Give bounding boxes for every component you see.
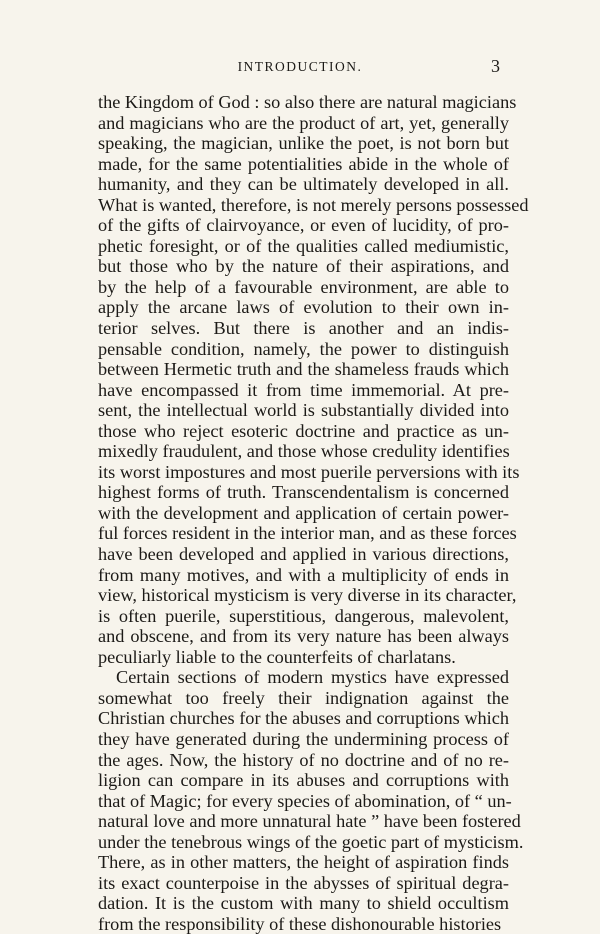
text-line: its exact counterpoise in the abysses of spiritual degra- [98,872,509,893]
text-line: pensable condition, namely, the power to distinguish [98,338,509,359]
text-line: but those who by the nature of their aspirations, and [98,256,509,277]
text-line: ligion can compare in its abuses and corruptions with [98,770,509,791]
text-line: those who reject esoteric doctrine and practice as un- [98,420,509,441]
text-line: with the development and application of certain power- [98,502,509,523]
text-line: that of Magic; for every species of abomination, of “ un- [98,790,512,811]
text-line: dation. It is the custom with many to shield occultism [98,893,509,914]
text-line: its worst impostures and most puerile perversions with its [98,461,520,482]
text-line: humanity, and they can be ultimately developed in all. [98,174,509,195]
text-line: of the gifts of clairvoyance, or even of lucidity, of pro- [98,215,509,236]
text-line: highest forms of truth. Transcendentalism is concerned [98,482,509,503]
text-line: There, as in other matters, the height of aspiration finds [98,852,509,873]
text-line: from many motives, and with a multiplicity of ends in [98,564,509,585]
text-line: from the responsibility of these dishonourable histories [98,913,502,934]
text-line: phetic foresight, or of the qualities called mediumistic, [98,235,509,256]
text-line: apply the arcane laws of evolution to their own in- [98,297,509,318]
text-line: the Kingdom of God : so also there are natural magicians [98,92,517,112]
text-line: Christian churches for the abuses and corruptions which [98,708,509,729]
text-line: under the tenebrous wings of the goetic part of mysticism. [98,831,524,852]
text-line: by the help of a favourable environment, are able to [98,276,509,297]
text-line: mixedly fraudulent, and those whose credulity identifies [98,441,510,462]
paragraph [98,92,529,667]
text-line: speaking, the magician, unlike the poet, is not born but [98,133,509,154]
text-line: Certain sections of modern mystics have expressed [116,667,509,688]
body-text [98,92,529,934]
text-line: sent, the intellectual world is substantially divided into [98,400,509,421]
text-line: natural love and more unnatural hate ” have been fostered [98,811,521,832]
running-title: INTRODUCTION. [237,59,363,74]
text-line: ful forces resident in the interior man, and as these forces [98,523,517,544]
text-line: terior selves. But there is another and an indis- [98,318,509,339]
text-line: between Hermetic truth and the shameless frauds which [98,359,509,380]
text-line: What is wanted, therefore, is not merely persons possessed [98,194,529,215]
text-line: is often puerile, superstitious, dangerous, malevolent, [98,605,509,626]
paragraph [98,667,524,934]
text-line: made, for the same potentialities abide in the whole of [98,153,509,174]
text-line: and magicians who are the product of art, yet, generally [98,112,509,133]
text-line: have been developed and applied in various directions, [98,544,509,565]
text-line: view, historical mysticism is very diverse in its character, [98,585,517,606]
text-line: somewhat too freely their indignation against the [98,687,509,708]
page-number: 3 [491,56,500,76]
text-line: and obscene, and from its very nature has been always [98,626,509,647]
text-line: have encompassed it from time immemorial. At pre- [98,379,509,400]
text-line: peculiarly liable to the counterfeits of charlatans. [98,646,456,667]
text-line: they have generated during the undermining process of [98,728,509,749]
text-line: the ages. Now, the history of no doctrine and of no re- [98,749,509,770]
